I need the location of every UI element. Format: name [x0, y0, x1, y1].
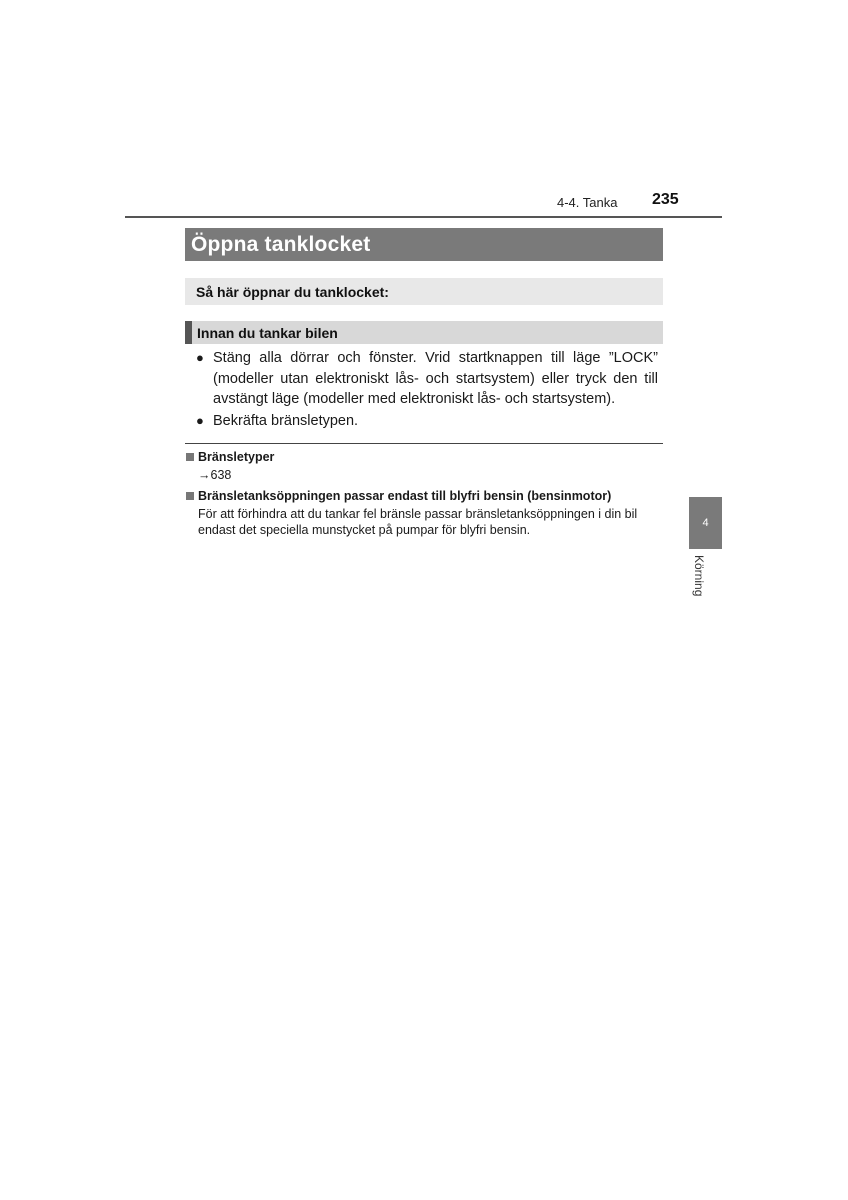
chapter-number: 4 [702, 517, 709, 529]
chapter-label: Körning [692, 555, 706, 597]
page-reference-link[interactable]: →638 [198, 468, 232, 482]
page-title-bar [185, 228, 663, 261]
page-title: Öppna tanklocket [191, 232, 371, 256]
note-heading-text: Bränsletanksöppningen passar endast till blyfri bensin (bensinmotor) [198, 489, 612, 503]
intro-heading: Så här öppnar du tanklocket: [196, 283, 389, 300]
square-bullet-icon [186, 492, 194, 500]
bullet-list [196, 348, 658, 432]
note-heading [186, 489, 668, 503]
note-heading [186, 450, 668, 464]
note-unleaded-only [186, 489, 668, 538]
subsection-accent [185, 321, 192, 344]
bullet-icon: ● [196, 412, 204, 428]
list-item-text: Bekräfta bränsletypen. [213, 412, 359, 429]
list-item-text: Stäng alla dörrar och fönster. Vrid startknappen till läge ”LOCK” (modeller utan elektroniskt lås- och startsystem) eller tryck den till avstängt läge (modeller med elektroniskt lås- och startsystem). [213, 350, 658, 407]
intro-heading-bar [185, 278, 663, 305]
note-heading-text: Bränsletyper [198, 450, 275, 464]
note-fuel-types [186, 450, 668, 483]
list-item [196, 411, 658, 432]
subsection-heading: Innan du tankar bilen [197, 324, 338, 341]
page-number: 235 [652, 191, 679, 208]
square-bullet-icon [186, 453, 194, 461]
bullet-icon: ● [196, 350, 204, 365]
header-rule [125, 216, 722, 218]
list-item [196, 348, 658, 410]
note-body: För att förhindra att du tankar fel bränsle passar bränsletanksöppningen i din bil endast det speciella munstycket på pumpar för blyfri bensin. [198, 507, 638, 537]
header-section-label: 4-4. Tanka [557, 195, 618, 210]
chapter-tab [689, 497, 722, 549]
notes-rule [185, 443, 663, 444]
subsection-heading-bar [185, 321, 663, 344]
